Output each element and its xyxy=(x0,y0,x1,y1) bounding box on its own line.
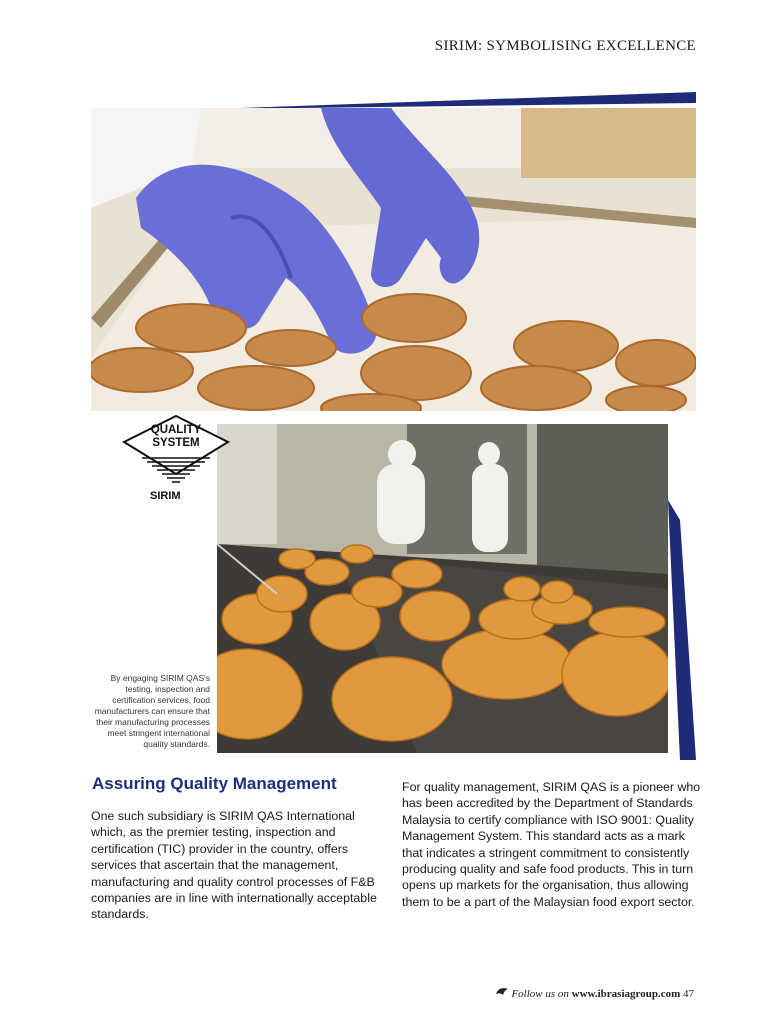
logo-brand: SIRIM xyxy=(150,490,181,502)
right-column-text: For quality management, SIRIM QAS is a pioneer who has been accredited by the Department of Standards Malaysia to certify compliance with ISO 9001: Quality Management System. This standard acts as a mark that indicates a stringent commitment to consistently producing quality and safe food products. This in turn opens up markets for the organisation, thus allowing them to be a part of the Malaysian food export sector. xyxy=(402,780,701,909)
badge-line1: QUALITY xyxy=(150,424,202,436)
bird-icon xyxy=(495,988,512,1000)
top-stripe xyxy=(240,92,696,108)
cookies-photo xyxy=(91,108,696,411)
right-stripe xyxy=(668,500,696,760)
follow-text: Follow us on xyxy=(511,988,569,1000)
bread-conveyor-photo xyxy=(217,424,668,753)
header-title: SIRIM: SYMBOLISING EXCELLENCE xyxy=(434,38,696,54)
website-link[interactable]: www.ibrasiagroup.com xyxy=(571,988,681,1000)
page-number: 47 xyxy=(683,988,694,1000)
left-column-text: One such subsidiary is SIRIM QAS International which, as the premier testing, inspection and certification (TIC) provider in the country, offers services that ascertain that the management, manufacturing and quality control processes of F&B companies are in line with internationally acceptable standards. xyxy=(91,809,377,922)
section-title: Assuring Quality Management xyxy=(92,774,337,793)
badge-line2: SYSTEM xyxy=(152,437,200,449)
footer xyxy=(495,986,694,1000)
photo-caption: By engaging SIRIM QAS's testing, inspection and certification services, food manufacturers can ensure that their manufacturing processes meet stringent international quality standards. xyxy=(94,673,210,749)
